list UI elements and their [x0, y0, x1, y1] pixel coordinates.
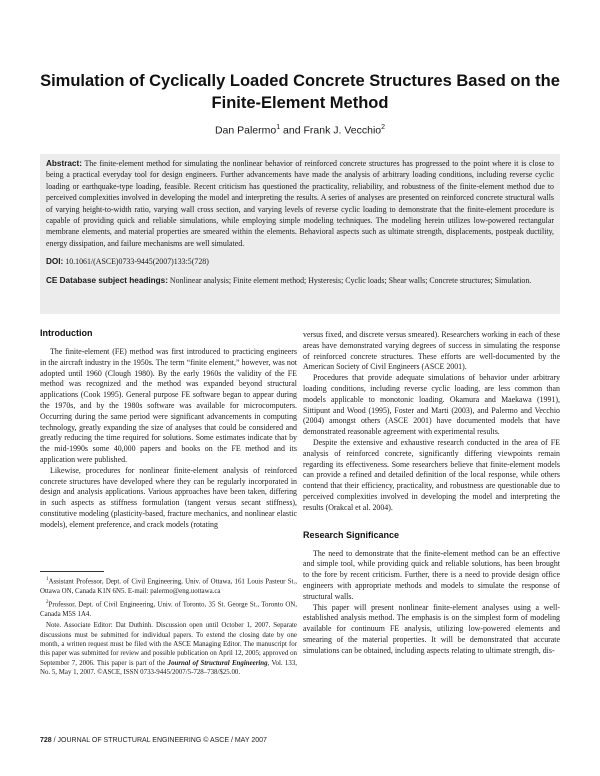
- author-line: [40, 124, 560, 137]
- footnote-text: Professor, Dept. of Civil Engineering, Univ. of Toronto, 35 St. George St., Toronto ON, Canada M5S 1A4.: [40, 601, 297, 618]
- footnote: [40, 575, 297, 596]
- doi-label: DOI:: [46, 257, 64, 267]
- editorial-note: [40, 621, 297, 677]
- section-heading-research-significance: Research Significance: [303, 529, 400, 540]
- author-name: Frank J. Vecchio: [303, 124, 382, 137]
- doi-value: 10.1061/(ASCE)0733-9445(2007)133:5(728): [65, 257, 209, 267]
- body-paragraph: Despite the extensive and exhaustive research conducted in the area of FE analysis of reinforced concrete, significantly differing viewpoints remain regarding its effectiveness. Some researchers believe that finite-element models can provide a refined and detailed definition of the local response, while others contend that their efficiency, practicality, and robustness are questionable due to perceived complexities involved in developing the model and interpreting the results (Orakcal et al. 2004).: [303, 437, 560, 512]
- page-footer: [40, 737, 560, 744]
- author-name: Dan Palermo: [214, 124, 277, 137]
- abstract: [46, 158, 554, 249]
- left-column: [40, 328, 297, 531]
- footer-journal: / JOURNAL OF STRUCTURAL ENGINEERING © ASCE / MAY 2007: [51, 737, 267, 744]
- abstract-text: The finite-element method for simulating the nonlinear behavior of reinforced concrete structures has progressed to the point where it is close to being a practical everyday tool for design engineers. Further advancements have made the analysis of arbitrary loading conditions, including reverse cyclic loading or earthquake-type loading, feasible. Recent criticism has questioned the practicality, reliability, and robustness of the finite-element method due to perceived complexities involved in developing the model and interpreting the results. A series of analyses are presented on reinforced concrete structural walls of varying height-to-width ratio, varying wall cross section, and varying levels of reverse cyclic loading to demonstrate that the finite-element procedure is capable of providing quick and reliable simulations, while employing simple modeling techniques. The modeling herein utilizes low-powered rectangular membrane elements, and material properties are smeared within the elements. Behavioral aspects such as ultimate strength, displacements, postpeak ductility, energy dissipation, and failure mechanisms are well simulated.: [46, 159, 554, 248]
- section-heading-introduction: Introduction: [40, 328, 93, 338]
- abstract-label: Abstract:: [46, 159, 82, 168]
- right-column: [303, 330, 560, 657]
- author-affiliation-mark: 2: [381, 124, 386, 131]
- note-text-end: , Vol. 133, No. 5, May 1, 2007. ©ASCE, ISSN 0733-9445/2007/5-728–738/$25.00.: [40, 659, 297, 677]
- footnote-text: Assistant Professor, Dept. of Civil Engineering, Univ. of Ottawa, 161 Louis Pasteur St., Ottawa ON, Canada K1N 6N5. E-mail: palermo@eng.uottawa.ca: [40, 578, 297, 595]
- footnote-mark: 1: [46, 577, 49, 582]
- body-paragraph: The finite-element (FE) method was first introduced to practicing engineers in the aircraft industry in the 1950s. The term “finite element,” however, was not adopted until 1960 (Clough 1980). By the early 1960s the validity of the FE method was recognized and the method was expanded beyond structural applications (Cook 1995). General purpose FE software began to appear during the 1970s, and by the 1980s software was available for microcomputers. Occurring during the same period were significant advancements in computing technology, greatly expanding the size of analyses that could be considered and greatly reducing the time required for solutions. Some estimates indicate that by the mid-1990s some 40,000 papers and books on the FE method and its application were published.: [40, 347, 297, 464]
- footnote: [40, 598, 297, 619]
- footnotes: [40, 575, 297, 680]
- subject-headings-label: CE Database subject headings:: [46, 275, 168, 285]
- author-affiliation-mark: 1: [276, 124, 281, 131]
- note-text: Note. Associate Editor: Dat Duthinh. Discussion open until October 1, 2007. Separate discussions must be submitted for individual papers. To extend the closing date by one month, a written request must be filed with the ASCE Managing Editor. The manuscript for this paper was submitted for review and possible publication on April 12, 2005; approved on September 7, 2006. This paper is part of the: [40, 622, 297, 667]
- subject-headings-text: Nonlinear analysis; Finite element method; Hysteresis; Cyclic loads; Shear walls; Concrete structures; Simulation.: [169, 275, 532, 285]
- footnote-mark: 2: [46, 600, 49, 606]
- paper-title: Simulation of Cyclically Loaded Concrete Structures Based on the Finite-Element Method: [40, 72, 560, 112]
- body-paragraph: Procedures that provide adequate simulations of behavior under arbitrary loading conditions, including reverse cyclic loading, are less common than models applicable to monotonic loading. Okamura and Maekawa (1991), Sittipunt and Wood (1995), Foster and Marti (2003), and Palermo and Vecchio (2004) amongst others (ASCE 2001) have documented models that have demonstrated reasonable agreement with experimental results.: [303, 373, 560, 437]
- abstract-box: [40, 154, 560, 314]
- journal-name: Journal of Structural Engineering: [167, 659, 268, 667]
- body-paragraph: versus fixed, and discrete versus smeared). Researchers working in each of these areas have demonstrated varying degrees of success in simulating the response of reinforced concrete structures. These efforts are well-documented by the American Society of Civil Engineers (ASCE 2001).: [303, 330, 560, 372]
- body-paragraph: This paper will present nonlinear finite-element analyses using a well-established analysis method. The emphasis is on the simplest form of modeling available for continuum FE analysis, utilizing low-powered elements and smearing of the material properties. It will be demonstrated that accurate simulations can be obtained, including aspects relating to ultimate strength, dis-: [303, 602, 560, 655]
- page-number: 728: [40, 737, 52, 744]
- body-paragraph: The need to demonstrate that the finite-element method can be an effective and simple tool, while providing quick and reliable solutions, has been brought to the fore by recent criticism. Further, there is a need to provide design office engineers with appropriate methods and models to simulate the response of structural walls.: [303, 548, 560, 601]
- author-separator: and: [280, 124, 304, 137]
- footnote-rule: [40, 571, 104, 572]
- subject-headings: [46, 275, 554, 286]
- body-paragraph: Likewise, procedures for nonlinear finite-element analysis of reinforced concrete structures have developed where they can be regularly incorporated in design and analysis applications. Various approaches have been taken, differing in such aspects as stiffness formulation (tangent versus secant stiffness), constitutive modeling (plasticity-based, fracture mechanics, and nonlinear elastic models), element preference, and crack models (rotating: [40, 465, 297, 529]
- doi-line: [46, 256, 554, 267]
